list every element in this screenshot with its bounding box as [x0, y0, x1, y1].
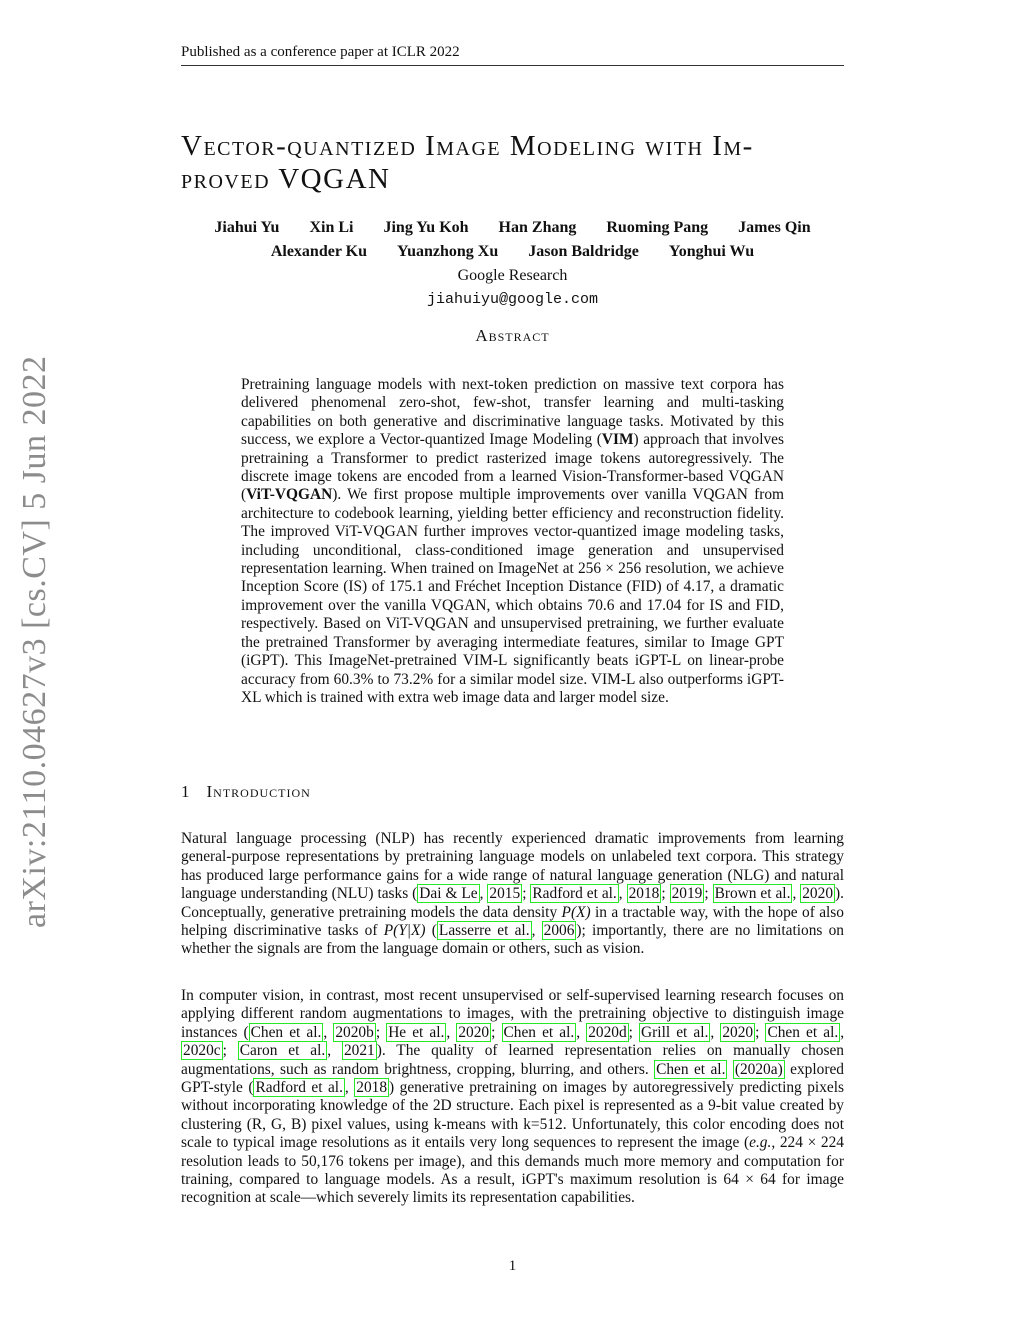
body-text: ,	[446, 1023, 457, 1041]
citation-link[interactable]: 2020b	[335, 1023, 374, 1041]
paper-title	[181, 130, 851, 196]
author-name: Yonghui Wu	[668, 243, 755, 260]
citation-link[interactable]: 2018	[628, 885, 660, 903]
author-email[interactable]: jiahuiyu@google.com	[426, 291, 599, 308]
body-text: ). Conceptually, generative pretraining models the data density	[181, 885, 844, 921]
author-name: Jason Baldridge	[528, 243, 639, 260]
citation-link[interactable]: 2020	[802, 885, 834, 903]
affiliation: Google Research	[457, 267, 568, 284]
citation-link[interactable]: (2020a)	[734, 1060, 783, 1078]
citation-link[interactable]: 2020c	[183, 1042, 221, 1060]
body-text: ,	[710, 1023, 721, 1041]
body-text: ,	[479, 885, 488, 903]
citation-link[interactable]: Dai & Le	[419, 885, 478, 903]
math-expression: P(Y|X)	[383, 922, 426, 940]
citation-link[interactable]: Radford et al.	[532, 885, 617, 903]
citation-link[interactable]: Chen et al.	[503, 1023, 575, 1041]
author-name: Han Zhang	[498, 219, 577, 236]
body-text: ,	[327, 1042, 342, 1060]
body-text: (	[425, 922, 437, 940]
citation-link[interactable]: Chen et al.	[656, 1060, 726, 1078]
math-expression: P(X)	[561, 903, 591, 921]
body-text: ,	[576, 1023, 587, 1041]
title-line-1: Vector-quantized Image Modeling with Im-	[181, 130, 754, 162]
abstract-text: ). We first propose multiple improvements over vanilla VQGAN from architecture to codebook learning, yielding better efficiency and reconstruction fidelity. The improved ViT-VQGAN further improves vector-quantized image modeling tasks, including unconditional, class-conditioned image generation and unsupervised representation learning. When trained on ImageNet at 256 × 256 resolution, we achieve Inception Score (IS) of 175.1 and Fréchet Inception Distance (FID) of 4.17, a dramatic improvement over the vanilla VQGAN, which obtains 70.6 and 17.04 for IS and FID, respectively. Based on ViT-VQGAN and unsupervised pretraining, we further evaluate the pretrained Transformer by averaging intermediate features, similar to Image GPT (iGPT). This ImageNet-pretrained VIM-L significantly beats iGPT-L on linear-probe accuracy from 60.3% to 73.2% for a similar model size. VIM-L also outperforms iGPT-XL which is trained with extra web image data and larger model size.	[241, 486, 784, 706]
author-name: Jiahui Yu	[214, 219, 280, 236]
body-text: , 224 × 224 resolution leads to 50,176 tokens per image), and this demands much more memory and computation for training, compared to language models. As a result, iGPT's maximum resolution is 64 × 64 for image recognition at scale—which severely limits its representation capabilities.	[181, 1134, 845, 1207]
author-name: Alexander Ku	[270, 243, 367, 260]
title-line-2: proved VQGAN	[181, 163, 391, 195]
body-text: ,	[792, 885, 801, 903]
citation-link[interactable]: 2019	[671, 885, 703, 903]
body-text: ); importantly, there are no limitations on whether the signals are from the language domain or others, such as vision.	[181, 922, 844, 958]
citation-link[interactable]: 2020	[458, 1023, 490, 1041]
citation-link[interactable]: 2006	[543, 922, 575, 940]
citation-link[interactable]: 2018	[356, 1079, 388, 1097]
body-text: ). The quality of learned representation relies on manually chosen augmentations, such as random brightness, cropping, blurring, and others.	[181, 1042, 844, 1078]
italic-abbreviation: e.g.	[749, 1134, 772, 1152]
citation-link[interactable]: Caron et al.	[239, 1042, 326, 1060]
citation-link[interactable]: Lasserre et al.	[438, 922, 530, 940]
citation-link[interactable]: 2020d	[588, 1023, 627, 1041]
body-text: ;	[704, 885, 713, 903]
body-text: ,	[344, 1079, 355, 1097]
citation-link[interactable]: He et al.	[388, 1023, 445, 1041]
body-text: ) generative pretraining on images by autoregressively predicting pixels without incorporating knowledge of the 2D structure. Each pixel is represented as a 9-bit value created by clustering (R, G, B) pixel values, using k-means with k=512. Unfortunately, this color encoding does not scale to typical image resolutions as it entails very long sequences to represent the image (	[181, 1079, 844, 1152]
abstract-heading: Abstract	[475, 326, 550, 345]
page-number: 1	[508, 1258, 517, 1274]
citation-link[interactable]: Radford et al.	[255, 1079, 343, 1097]
author-name: Jing Yu Koh	[383, 219, 469, 236]
body-text: In computer vision, in contrast, most recent unsupervised or self-supervised learning research focuses on applying different random augmentations to images, with the pretraining objective to distinguish image instances (	[181, 987, 844, 1041]
citation-link[interactable]: 2020	[722, 1023, 754, 1041]
citation-link[interactable]: Chen et al.	[767, 1023, 839, 1041]
author-name: Xin Li	[309, 219, 354, 236]
body-text: in a tractable way, with the hope of also helping discriminative tasks of	[181, 903, 844, 940]
abstract-text: Pretraining language models with next-token prediction on massive text corpora has delivered phenomenal zero-shot, few-shot, transfer learning and multi-tasking capabilities on both generative and discriminative language tasks. Motivated by this success, we explore a Vector-quantized Image Modeling (	[241, 376, 784, 449]
body-text: ,	[840, 1023, 845, 1041]
body-text: ,	[618, 885, 627, 903]
body-text: ;	[222, 1042, 238, 1060]
abstract-text: ) approach that involves pretraining a Transformer to predict rasterized image tokens autoregressively. The discrete image tokens are encoded from a learned Vision-Transformer-based VQGAN (	[241, 431, 784, 504]
body-text: ;	[375, 1023, 387, 1041]
body-text: ,	[531, 922, 542, 940]
section-number: 1	[181, 782, 191, 801]
authors-row-2	[181, 243, 844, 261]
intro-paragraph-2	[181, 987, 844, 1208]
citation-link[interactable]: 2021	[343, 1042, 375, 1060]
section-title: Introduction	[206, 782, 311, 801]
body-text: ;	[628, 1023, 640, 1041]
citation-link[interactable]: Chen et al.	[250, 1023, 322, 1041]
abstract-bold-term: VIM	[601, 431, 634, 449]
body-text: Natural language processing (NLP) has recently experienced dramatic improvements from learning general-purpose representations by pretraining language models on unlabeled text corpora. This strategy has produced large performance gains for a wide range of natural language generation (NLG) and natural language understanding (NLU) tasks (	[181, 830, 844, 903]
citation-link[interactable]: 2015	[489, 885, 521, 903]
citation-link[interactable]: Grill et al.	[641, 1023, 709, 1041]
body-text: ;	[522, 885, 531, 903]
abstract-bold-term: ViT-VQGAN	[246, 486, 333, 504]
running-head: Published as a conference paper at ICLR 2022	[181, 44, 844, 66]
author-name: James Qin	[738, 219, 811, 236]
intro-paragraph-1	[181, 830, 844, 959]
body-text: explored GPT-style (	[181, 1060, 844, 1097]
citation-link[interactable]: Brown et al.	[714, 885, 791, 903]
body-text: ;	[661, 885, 670, 903]
arxiv-side-stamp: arXiv:2110.04627v3 [cs.CV] 5 Jun 2022	[16, 355, 53, 928]
author-name: Ruoming Pang	[606, 219, 709, 236]
authors-row-1	[181, 219, 844, 237]
body-text: ;	[491, 1023, 502, 1041]
abstract-body	[241, 376, 784, 707]
body-text: ;	[755, 1023, 766, 1041]
body-text: ,	[323, 1023, 334, 1041]
section-heading-introduction	[181, 782, 311, 802]
author-name: Yuanzhong Xu	[396, 243, 499, 260]
